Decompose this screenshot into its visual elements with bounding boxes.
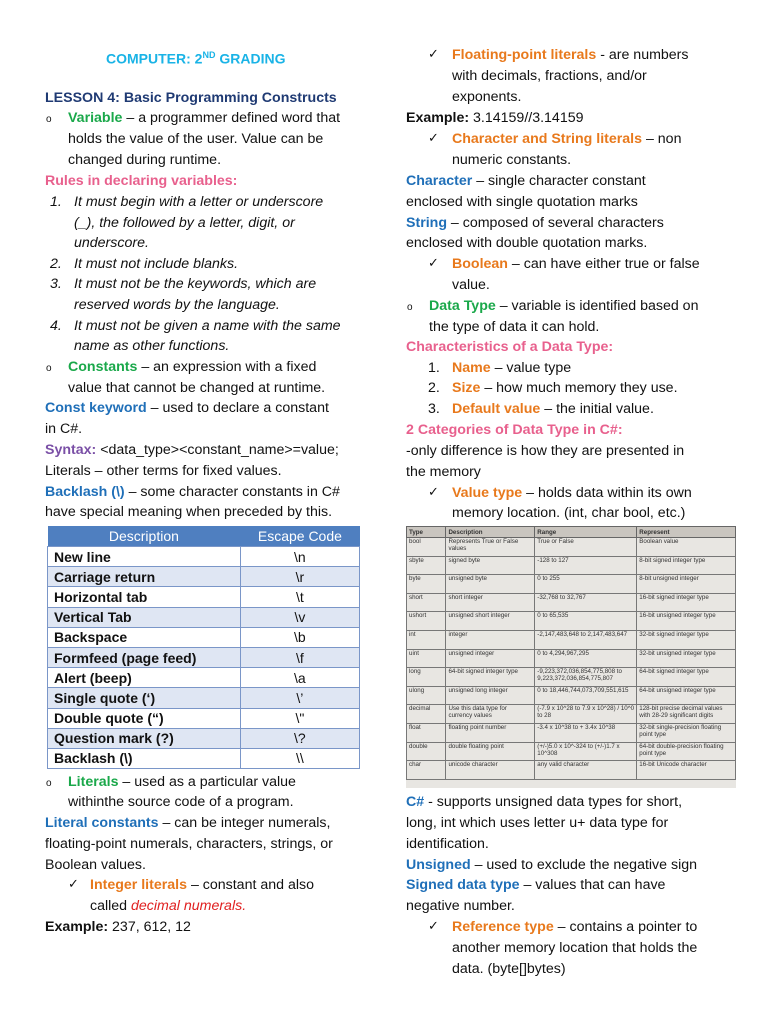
- integer-literals-def: Integer literals – constant and also: [90, 877, 314, 893]
- table-row: Backspace \b: [48, 627, 360, 647]
- table-row: decimal Use this data type for currency values (-7.9 x 10^28 to 7.9 x 10^28) / 10^0 to 28 128-bit precise decimal values with 28-29 significant digits: [407, 705, 736, 724]
- lesson-heading: LESSON 4: Basic Programming Constructs: [45, 90, 337, 106]
- characteristic-item: 2.: [428, 380, 440, 396]
- char-string-literals-line: numeric constants.: [452, 152, 572, 168]
- constants-def: Constants – an expression with a fixed: [68, 359, 317, 375]
- literals-def: Literals – used as a particular value: [68, 774, 296, 790]
- rule-text: reserved words by the language.: [74, 297, 280, 313]
- rules-heading: Rules in declaring variables:: [45, 173, 238, 189]
- literals-def-line: withinthe source code of a program.: [68, 794, 294, 810]
- table-row: Backlash (\) \\: [48, 748, 360, 768]
- table-row: bool Represents True or False values True or False Boolean value: [407, 538, 736, 557]
- characteristic-item: 3.: [428, 401, 440, 417]
- integer-example: Example: 237, 612, 12: [45, 919, 191, 935]
- check-icon: ✓: [428, 46, 439, 61]
- float-example: Example: 3.14159//3.14159: [406, 110, 584, 126]
- rule-text: It must not include blanks.: [74, 256, 239, 272]
- csharp-def: C# - supports unsigned data types for short,: [406, 794, 683, 810]
- backlash-def-line: have special meaning when preceded by this.: [45, 504, 333, 520]
- rule-item: 1.: [50, 194, 62, 210]
- table-row: Formfeed (page feed) \f: [48, 647, 360, 667]
- data-type-def-line: the type of data it can hold.: [429, 319, 600, 335]
- bullet-icon: o: [407, 302, 413, 313]
- character-def-line: enclosed with single quotation marks: [406, 194, 638, 210]
- rule-item: 3.: [50, 276, 62, 292]
- table-row: ushort unsigned short integer 0 to 65,535 16-bit unsigned integer type: [407, 612, 736, 631]
- categories-line: -only difference is how they are presented in: [406, 443, 685, 459]
- boolean-def-line: value.: [452, 277, 490, 293]
- characteristic-text: Default value – the initial value.: [452, 401, 654, 417]
- variable-def: Variable – a programmer defined word that: [68, 110, 341, 126]
- csharp-def-line: long, int which uses letter u+ data type for: [406, 815, 669, 831]
- table-header: Description: [48, 526, 241, 547]
- rule-text: name as other functions.: [74, 338, 230, 354]
- const-keyword-line: in C#.: [45, 421, 83, 437]
- table-row: Single quote (‘) \’: [48, 688, 360, 708]
- characteristic-text: Size – how much memory they use.: [452, 380, 678, 396]
- table-row: Horizontal tab \t: [48, 587, 360, 607]
- rule-text: It must not be given a name with the same: [74, 318, 341, 334]
- table-row: int integer -2,147,483,648 to 2,147,483,647 32-bit signed integer type: [407, 630, 736, 649]
- table-row: Question mark (?) \?: [48, 728, 360, 748]
- table-header: Represent: [637, 527, 736, 538]
- value-type-def: Value type – holds data within its own: [452, 485, 692, 501]
- reference-type-line: another memory location that holds the: [452, 940, 698, 956]
- const-keyword-def: Const keyword – used to declare a constant: [45, 400, 329, 416]
- table-row: uint unsigned integer 0 to 4,294,967,295 32-bit unsigned integer type: [407, 649, 736, 668]
- string-def: String – composed of several characters: [406, 215, 664, 231]
- escape-code-table: [47, 526, 360, 769]
- data-type-def: Data Type – variable is identified based on: [429, 298, 699, 314]
- table-row: float floating point number -3.4 x 10^38 to + 3.4x 10^38 32-bit single-precision floating point type: [407, 723, 736, 742]
- float-literals-line: exponents.: [452, 89, 522, 105]
- rule-item: 4.: [50, 318, 62, 334]
- float-literals-line: with decimals, fractions, and/or: [452, 68, 647, 84]
- backlash-def: Backlash (\) – some character constants in C#: [45, 484, 340, 500]
- categories-heading: 2 Categories of Data Type in C#:: [406, 422, 623, 438]
- literal-constants-def: Literal constants – can be integer numerals,: [45, 815, 331, 831]
- check-icon: ✓: [428, 130, 439, 145]
- signed-def: Signed data type – values that can have: [406, 877, 666, 893]
- table-header: Type: [407, 527, 446, 538]
- data-type-table-photo: [406, 526, 736, 788]
- categories-line: the memory: [406, 464, 481, 480]
- literal-constants-line: Boolean values.: [45, 857, 146, 873]
- table-header: Escape Code: [240, 526, 359, 547]
- literals-other: Literals – other terms for fixed values.: [45, 463, 282, 479]
- boolean-def: Boolean – can have either true or false: [452, 256, 700, 272]
- integer-literals-line: called decimal numerals.: [90, 898, 247, 914]
- bullet-icon: o: [46, 363, 52, 374]
- reference-type-line: data. (byte[]bytes): [452, 961, 566, 977]
- check-icon: ✓: [428, 255, 439, 270]
- rule-text: It must begin with a letter or underscore: [74, 194, 324, 210]
- char-string-literals-def: Character and String literals – non: [452, 131, 682, 147]
- reference-type-def: Reference type – contains a pointer to: [452, 919, 698, 935]
- table-row: double double floating point (+/-)5.0 x 10^-324 to (+/-)1.7 x 10^308 64-bit double-precision floating point type: [407, 742, 736, 761]
- character-def: Character – single character constant: [406, 173, 646, 189]
- table-row: byte unsigned byte 0 to 255 8-bit unsigned integer: [407, 575, 736, 594]
- table-row: Double quote (“) \": [48, 708, 360, 728]
- table-row: sbyte signed byte -128 to 127 8-bit signed integer type: [407, 556, 736, 575]
- table-row: ulong unsigned long integer 0 to 18,446,744,073,709,551,615 64-bit unsigned integer type: [407, 686, 736, 705]
- table-row: Vertical Tab \v: [48, 607, 360, 627]
- table-row: short short integer -32,768 to 32,767 16-bit signed integer type: [407, 593, 736, 612]
- string-def-line: enclosed with double quotation marks.: [406, 235, 648, 251]
- table-row: New line \n: [48, 547, 360, 567]
- bullet-icon: o: [46, 778, 52, 789]
- characteristics-heading: Characteristics of a Data Type:: [406, 339, 614, 355]
- table-row: Carriage return \r: [48, 567, 360, 587]
- table-header: Description: [446, 527, 535, 538]
- variable-def-line: changed during runtime.: [68, 152, 222, 168]
- csharp-def-line: identification.: [406, 836, 489, 852]
- variable-def-line: holds the value of the user. Value can be: [68, 131, 324, 147]
- rule-item: 2.: [50, 256, 62, 272]
- float-literals-def: Floating-point literals - are numbers: [452, 47, 689, 63]
- check-icon: ✓: [68, 876, 79, 891]
- characteristic-item: 1.: [428, 360, 440, 376]
- table-row: long 64-bit signed integer type -9,223,372,036,854,775,808 to 9,223,372,036,854,775,807 64-bit signed integer type: [407, 668, 736, 687]
- rule-text: It must not be the keywords, which are: [74, 276, 317, 292]
- rule-text: (_), the followed by a letter, digit, or: [74, 215, 295, 231]
- page-title: COMPUTER: 2ND GRADING: [106, 50, 286, 67]
- literal-constants-line: floating-point numerals, characters, strings, or: [45, 836, 333, 852]
- table-row: char unicode character any valid character 16-bit Unicode character: [407, 761, 736, 780]
- value-type-def-line: memory location. (int, char bool, etc.): [452, 505, 686, 521]
- rule-text: underscore.: [74, 235, 149, 251]
- data-type-table: [406, 526, 736, 780]
- constants-def-line: value that cannot be changed at runtime.: [68, 380, 326, 396]
- bullet-icon: o: [46, 114, 52, 125]
- unsigned-def: Unsigned – used to exclude the negative sign: [406, 857, 698, 873]
- syntax-line: Syntax: <data_type><constant_name>=value;: [45, 442, 339, 458]
- signed-def-line: negative number.: [406, 898, 515, 914]
- characteristic-text: Name – value type: [452, 360, 572, 376]
- check-icon: ✓: [428, 484, 439, 499]
- table-row: Alert (beep) \a: [48, 668, 360, 688]
- table-header: Range: [535, 527, 637, 538]
- check-icon: ✓: [428, 918, 439, 933]
